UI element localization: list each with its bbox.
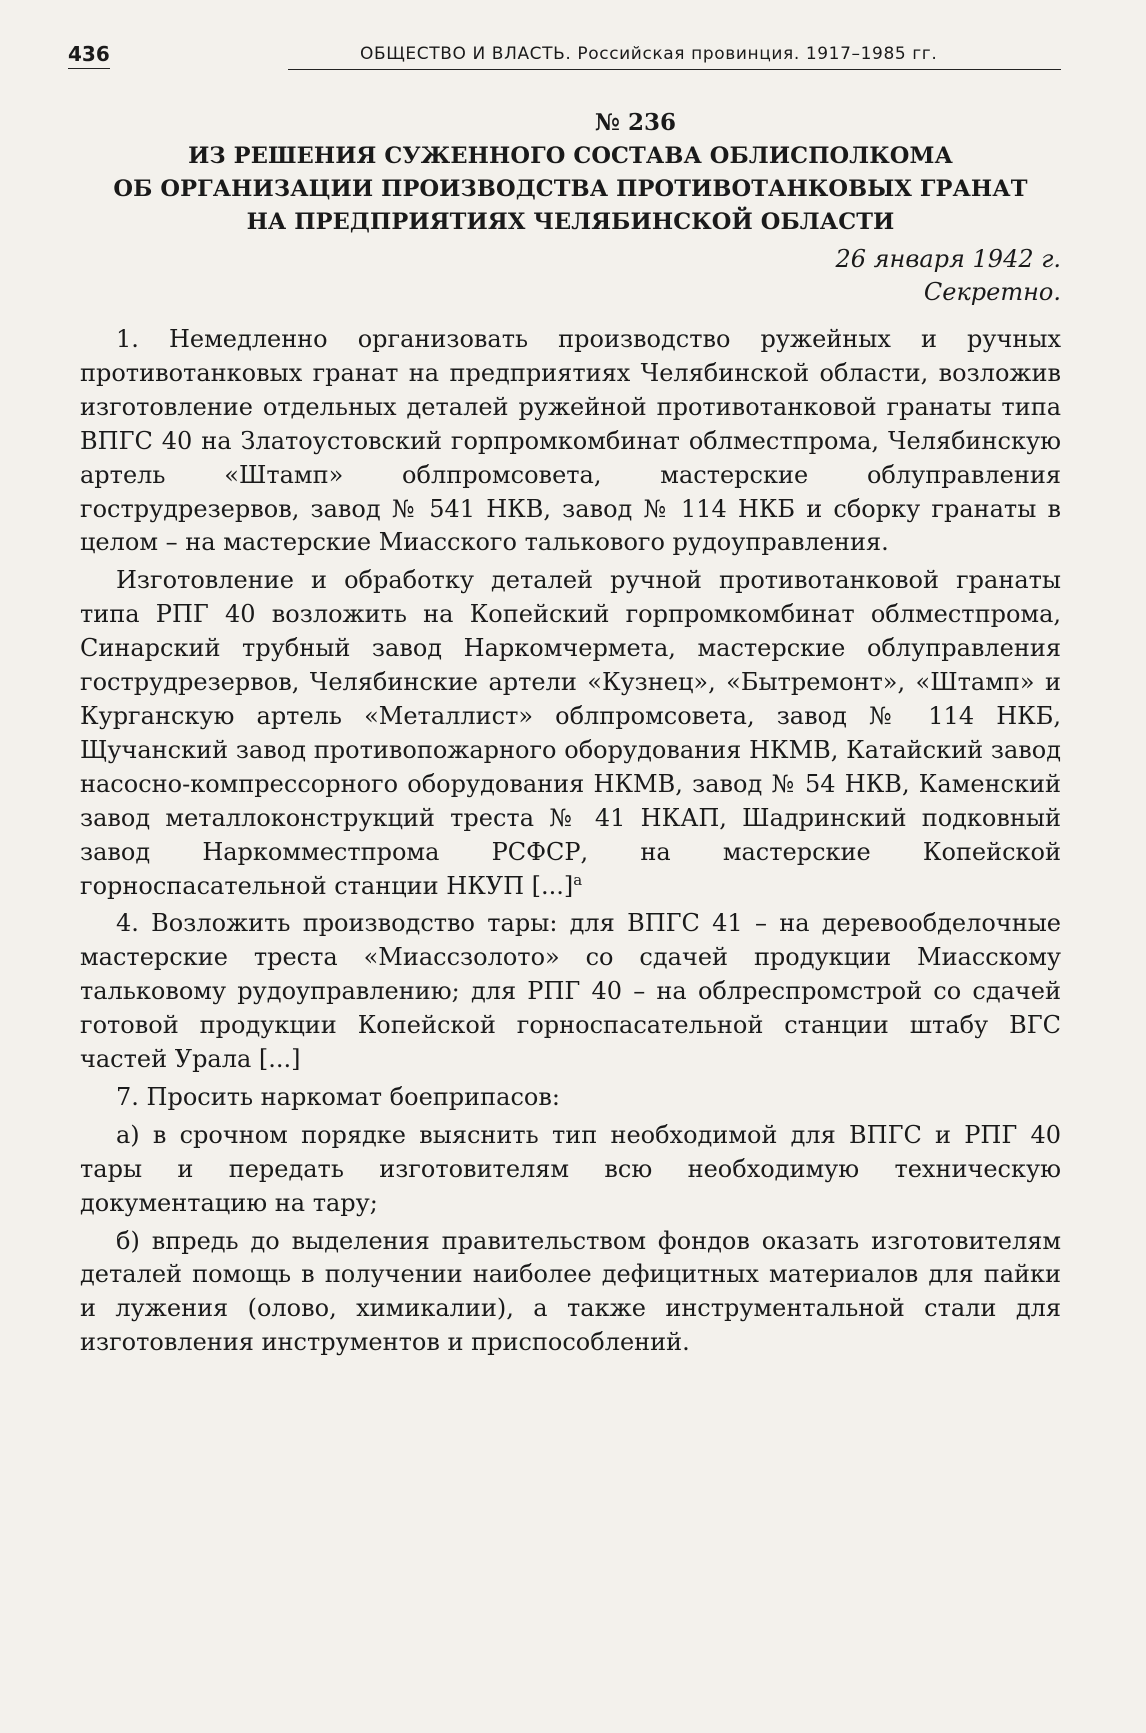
running-header bbox=[68, 38, 1061, 72]
document-body bbox=[80, 108, 1061, 1364]
footnote-marker: а bbox=[573, 870, 583, 889]
document-number: № 236 bbox=[594, 109, 677, 136]
header-rule bbox=[288, 69, 1061, 70]
paragraph-4: 4. Возложить производство тары: для ВПГС 41 – на деревообделочные мастерские треста «Миассзолото» со сдачей продукции Миасскому тальковому рудоуправлению; для РПГ 40 – на облреспромстрой со сдачей готовой продукции Копейской горноспасательной станции штабу ВГС частей Урала [...] bbox=[80, 909, 1061, 1074]
document-classification: Секретно. bbox=[923, 278, 1061, 306]
document-title bbox=[80, 140, 1061, 239]
paragraph-1: 1. Немедленно организовать производство ружейных и ручных противотанковых гранат на предприятиях Челябинской области, возложив изготовление отдельных деталей ружейной противотанковой гранаты типа ВПГС 40 на Златоустовский горпромкомбинат облместпрома, Челябинскую артель «Штамп» облпромсовета, мастерские облуправления гострудрезервов, завод № 541 НКВ, завод № 114 НКБ и сборку гранаты в целом – на мастерские Миасского талькового рудоуправления. bbox=[80, 325, 1061, 557]
document-meta bbox=[80, 243, 1061, 309]
paragraph-7a: а) в срочном порядке выяснить тип необходимой для ВПГС и РПГ 40 тары и передать изготовителям всю необходимую техническую документацию на тару; bbox=[80, 1120, 1061, 1217]
paragraph-2: Изготовление и обработку деталей ручной противотанковой гранаты типа РПГ 40 возложить на Копейский горпромкомбинат облместпрома, Синарский трубный завод Наркомчермета, мастерские облуправления гострудрезервов, Челябинские артели «Кузнец», «Бытремонт», «Штамп» и Курганскую артель «Металлист» облпромсовета, завод № 114 НКБ, Щучанский завод противопожарного оборудования НКМВ, Катайский завод насосно-компрессорного оборудования НКМВ, завод № 54 НКВ, Каменский завод металлоконструкций треста № 41 НКАП, Шадринский подковный завод Наркомместпрома РСФСР, на мастерские Копейской горноспасательной станции НКУП [...]$^а$ bbox=[80, 566, 1061, 900]
document-date: 26 января 1942 г. bbox=[835, 245, 1061, 273]
title-line: НА ПРЕДПРИЯТИЯХ ЧЕЛЯБИНСКОЙ ОБЛАСТИ bbox=[246, 209, 895, 235]
title-line: ОБ ОРГАНИЗАЦИИ ПРОИЗВОДСТВА ПРОТИВОТАНКОВЫХ ГРАНАТ bbox=[113, 176, 1028, 202]
paragraph-7: 7. Просить наркомат боеприпасов: bbox=[116, 1082, 560, 1111]
page-number: 436 bbox=[68, 42, 110, 69]
paragraph-7b: б) впредь до выделения правительством фондов оказать изготовителям деталей помощь в получении наиболее дефицитных материалов для пайки и лужения (олово, химикалии), а также инструментальной стали для изготовления инструментов и приспособлений. bbox=[80, 1226, 1061, 1357]
title-line: ИЗ РЕШЕНИЯ СУЖЕННОГО СОСТАВА ОБЛИСПОЛКОМА bbox=[188, 143, 953, 169]
decision-text bbox=[80, 323, 1061, 1360]
book-title: ОБЩЕСТВО И ВЛАСТЬ. Российская провинция. 1917–1985 гг. bbox=[360, 44, 938, 64]
